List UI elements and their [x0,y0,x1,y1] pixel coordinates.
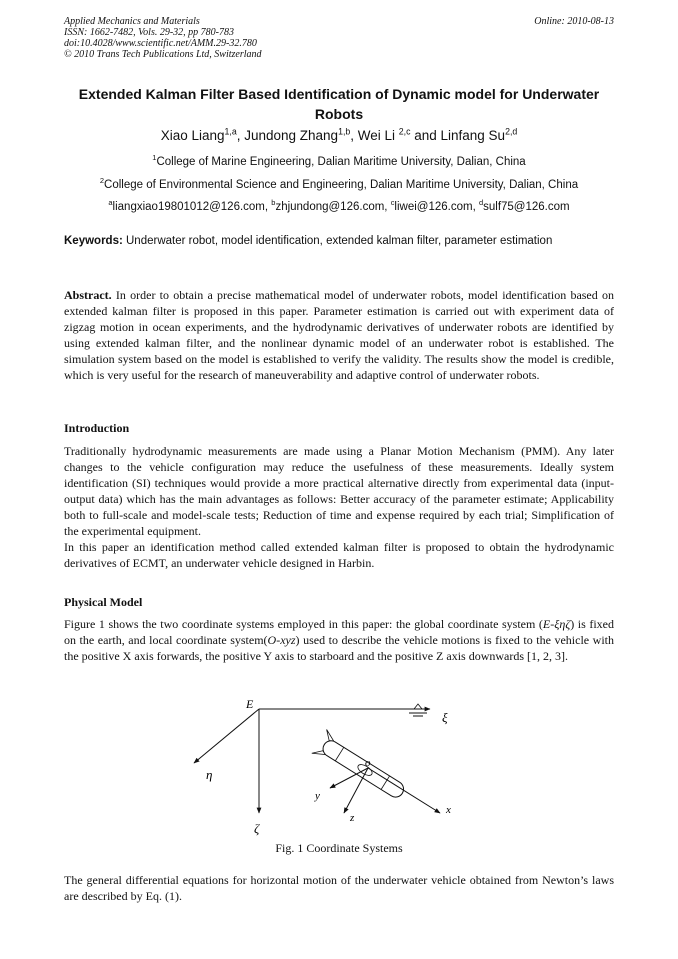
author-sup: 2,c [398,126,411,137]
label-zeta: ζ [254,821,260,836]
keywords-text: Underwater robot, model identification, extended kalman filter, parameter estimation [122,235,553,247]
issn-line: ISSN: 1662-7482, Vols. 29-32, pp 780-783 [64,27,234,38]
abstract [64,287,614,383]
email-link[interactable]: zhjundong@126.com [275,201,385,213]
physical-model-heading: Physical Model [64,595,143,609]
keywords [64,235,614,247]
abstract-text: In order to obtain a precise mathematical model of underwater robots, model identification based on extended kalman filter is proposed in this paper. Parameter estimation is carried out with experiment data of zigzag motion in ocean experiments, and the hydrodynamic derivatives of underwater robots are identified by using extended kalman filter, and the nonlinear dynamic model of an underwater robot is established. The simulation system based on the model is established to verify the validity. The results show the model is credible, which is very useful for the research of maneuverability and adaptive control of underwater robots. [64,288,614,382]
underwater-vehicle-icon [312,730,410,806]
author-list: Xiao Liang$^{1,a}$, Jundong Zhang$^{1,b}$, Wei Li $^{2,c}$ and Linfang Su$^{2,d}$ [160,126,518,143]
label-x: x [446,804,451,816]
email-link[interactable]: liwei@126.com [394,201,473,213]
physical-model-body: Figure 1 shows the two coordinate systems employed in this paper: the global coordinate system (E-ξηζ) is fixed on the earth, and local coordinate system(O-xyz) used to describe the vehicle motions is fixed to the vehicle with the positive X axis forwards, the positive Y axis to starboard and the positive Z axis downwards [1, 2, 3]. [64,617,615,663]
introduction-paragraph: Traditionally hydrodynamic measurements are made using a Planar Motion Mechanism (PMM). Any later changes to the vehicle configuration may reduce the usefulness of these measurements. Ideally system identification (SI) techniques would provide a more practical alternative directly from experimental data (input-output data) which has the main advantages as follows: Better accuracy of the parameter estimate; Applicability both to full-scale and model-scale tests; Reduction of time and expense required by each trial; Simplification of the experimental equipment. [64,444,614,538]
email-list: $^a$liangxiao19801012@126.com, $^b$zhjundong@126.com, $^c$liwei@126.com, $^d$sulf75@126.com [108,198,570,213]
water-surface-icon [406,704,430,716]
journal-name: Applied Mechanics and Materials [64,16,200,27]
label-xi: ξ [442,710,448,725]
eta-axis [194,709,259,763]
closing-paragraph: The general differential equations for horizontal motion of the underwater vehicle obtained from Newton’s laws are described by Eq. (1). [64,873,614,903]
introduction-body [64,443,614,571]
keywords-label: Keywords: [64,235,123,247]
author-sup: 1,b [338,126,351,137]
label-z: z [350,812,355,824]
figure-caption: Fig. 1 Coordinate Systems [275,841,403,855]
x-axis [368,768,440,813]
affiliation-2: $^2$College of Environmental Science and Engineering, Dalian Maritime University, Dalian, China [99,176,579,191]
email-link[interactable]: sulf75@126.com [483,201,570,213]
introduction-paragraph: In this paper an identification method called extended kalman filter is proposed to obtain the hydrodynamic derivatives of ECMT, an underwater vehicle designed in Harbin. [64,540,614,570]
copyright-line: © 2010 Trans Tech Publications Ltd, Switzerland [64,49,262,60]
email-link[interactable]: liangxiao19801012@126.com [112,201,265,213]
label-o: o [365,757,371,769]
label-E: E [246,697,254,711]
abstract-label: Abstract. [64,288,112,302]
local-coordinate-symbol: O-xyz [267,633,296,647]
author-name: Linfang Su [440,128,506,143]
doi-line: doi:10.4028/www.scientific.net/AMM.29-32.780 [64,38,257,49]
label-y: y [315,790,320,802]
author-name: Wei Li [357,128,399,143]
affiliation-1: $^1$College of Marine Engineering, Dalian Maritime University, Dalian, China [152,153,526,168]
author-name: Xiao Liang [160,128,225,143]
author-sup: 2,d [505,126,518,137]
paper-title: Extended Kalman Filter Based Identification of Dynamic model for Underwater Robots [78,86,600,122]
coordinate-systems-figure [180,695,480,840]
label-eta: η [206,767,213,782]
author-name: Jundong Zhang [244,128,339,143]
online-date: Online: 2010-08-13 [534,16,614,27]
journal-header [64,16,262,60]
author-sup: 1,a [224,126,237,137]
global-coordinate-symbol: E-ξηζ [542,617,571,631]
introduction-heading: Introduction [64,421,130,435]
